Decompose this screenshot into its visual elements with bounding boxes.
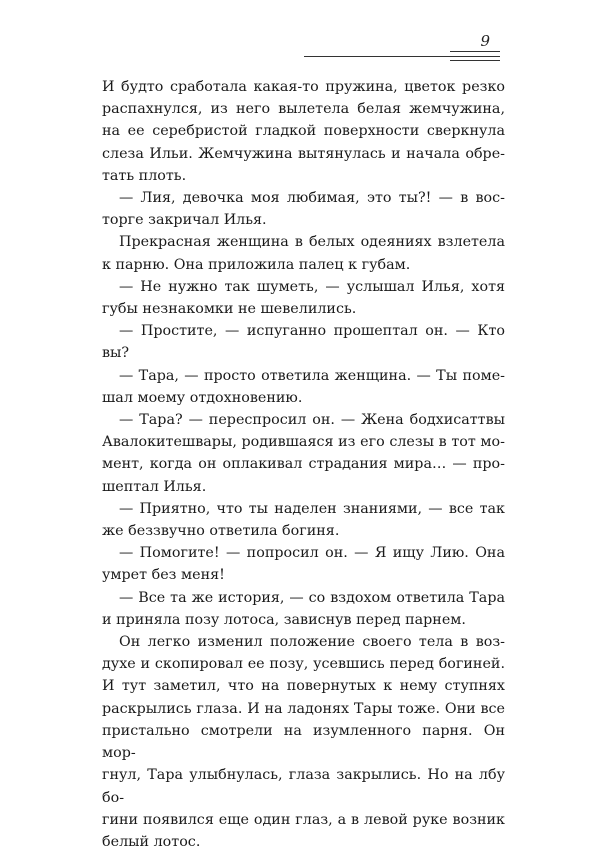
- text-line: же беззвучно ответила богиня.: [102, 523, 340, 540]
- text-line: на ее серебристой гладкой поверхности сверкнула: [102, 123, 505, 140]
- text-line: и приняла позу лотоса, зависнув перед парнем.: [102, 611, 466, 628]
- text-body: [102, 76, 505, 853]
- text-line: к парню. Она приложила палец к губам.: [102, 256, 411, 273]
- text-line: распахнулся, из него вылетела белая жемчужина,: [102, 101, 505, 118]
- header-rule-middle: [304, 56, 500, 57]
- text-line: белый лотос.: [102, 833, 201, 850]
- text-line: мент, когда он оплакивал страдания мира… — про-: [102, 456, 505, 473]
- page-number: 9: [480, 32, 490, 50]
- text-line: Прекрасная женщина в белых одеяниях взлетела: [119, 234, 505, 251]
- text-line: гини появился еще один глаз, а в левой руке возник: [102, 811, 505, 828]
- text-line: — Приятно, что ты наделен знаниями, — все так: [119, 500, 505, 517]
- text-line: умрет без меня!: [102, 567, 225, 584]
- text-line: — Лия, девочка моя любимая, это ты?! — в вос-: [119, 190, 505, 207]
- text-line: шал моему отдохновению.: [102, 389, 303, 406]
- text-line: духе и скопировал ее позу, усевшись перед богиней.: [102, 656, 505, 673]
- text-line: И будто сработала какая-то пружина, цветок резко: [102, 79, 505, 95]
- text-line: тать плоть.: [102, 167, 187, 184]
- text-line: раскрылись глаза. И на ладонях Тары тоже. Они все: [102, 700, 505, 717]
- text-line: — Тара? — переспросил он. — Жена бодхисаттвы: [119, 412, 505, 429]
- text-line: пристально смотрели на изумленного парня. Он мор-: [102, 722, 505, 762]
- text-line: — Помогите! — попросил он. — Я ищу Лию. Она: [119, 545, 505, 562]
- text-line: Авалокитешвары, родившаяся из его слезы в тот мо-: [102, 434, 505, 451]
- text-line: губы незнакомки не шевелились.: [102, 301, 357, 318]
- text-line: шептал Илья.: [102, 478, 207, 495]
- header-rule-top: [450, 51, 500, 52]
- header-rule-bottom: [450, 60, 500, 61]
- text-line: гнул, Тара улыбнулась, глаза закрылись. Но на лбу бо-: [102, 767, 505, 806]
- text-line: И тут заметил, что на повернутых к нему ступнях: [102, 678, 505, 695]
- text-line: — Не нужно так шуметь, — услышал Илья, хотя: [119, 278, 505, 295]
- page-header: [304, 32, 504, 62]
- text-line: Он легко изменил положение своего тела в воз-: [119, 634, 505, 651]
- text-line: — Все та же история, — со вздохом ответила Тара: [119, 589, 505, 606]
- text-line: — Простите, — испуганно прошептал он. — Кто вы?: [102, 323, 505, 362]
- text-line: слеза Ильи. Жемчужина вытянулась и начала обре-: [102, 145, 505, 162]
- text-line: торге закричал Илья.: [102, 212, 267, 229]
- text-line: — Тара, — просто ответила женщина. — Ты поме-: [119, 367, 505, 384]
